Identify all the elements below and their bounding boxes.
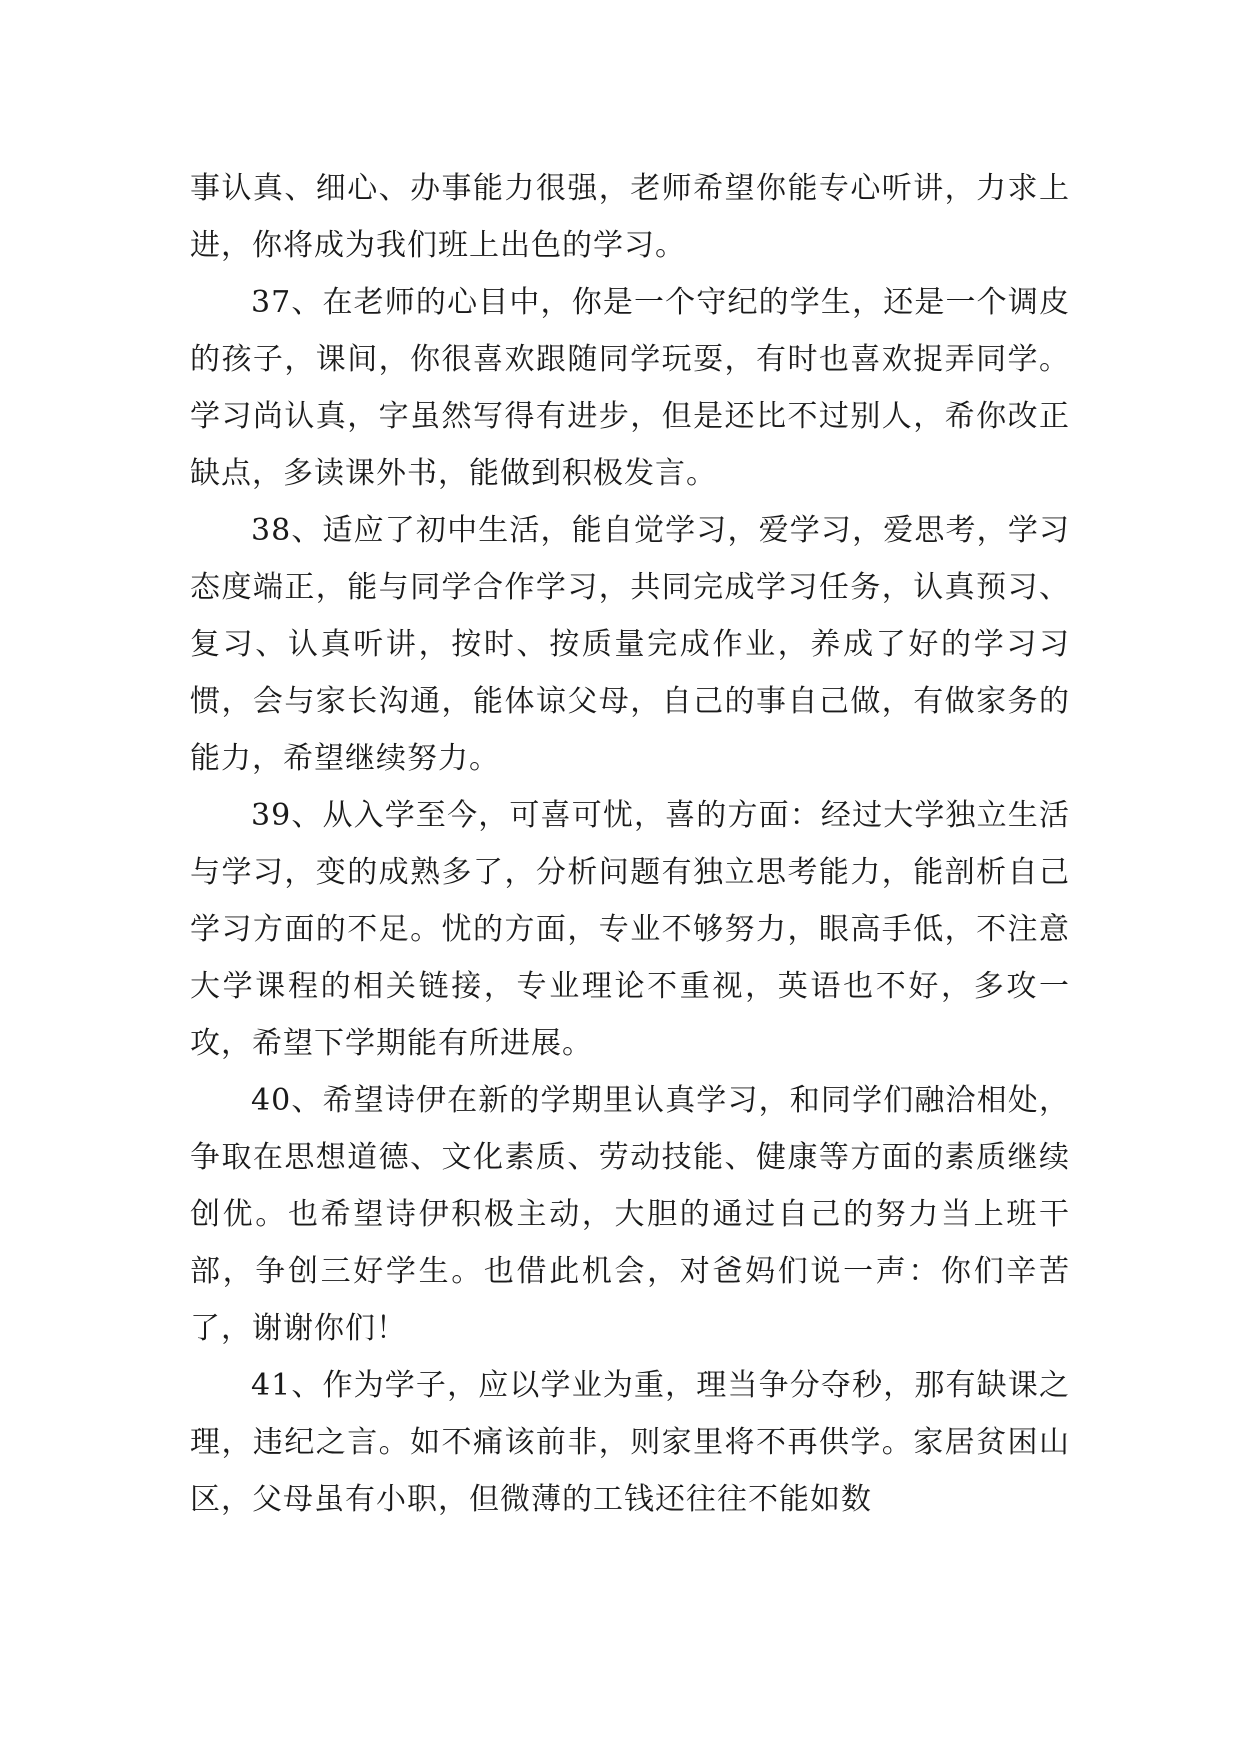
document-body — [190, 160, 1070, 1528]
paragraph-item-38: 38、适应了初中生活，能自觉学习，爱学习，爱思考，学习态度端正，能与同学合作学习，共同完成学习任务，认真预习、复习、认真听讲，按时、按质量完成作业，养成了好的学习习惯，会与家长沟通，能体谅父母，自己的事自己做，有做家务的能力，希望继续努力。 — [190, 513, 1070, 776]
paragraph-item-40: 40、希望诗伊在新的学期里认真学习，和同学们融洽相处，争取在思想道德、文化素质、劳动技能、健康等方面的素质继续创优。也希望诗伊积极主动，大胆的通过自己的努力当上班干部，争创三好学生。也借此机会，对爸妈们说一声：你们辛苦了，谢谢你们！ — [190, 1083, 1070, 1346]
paragraph-continued: 事认真、细心、办事能力很强，老师希望你能专心听讲，力求上进，你将成为我们班上出色的学习。 — [190, 171, 1070, 263]
paragraph-item-41: 41、作为学子，应以学业为重，理当争分夺秒，那有缺课之理，违纪之言。如不痛该前非，则家里将不再供学。家居贫困山区，父母虽有小职，但微薄的工钱还往往不能如数 — [190, 1368, 1070, 1517]
paragraph-item-37: 37、在老师的心目中，你是一个守纪的学生，还是一个调皮的孩子，课间，你很喜欢跟随同学玩耍，有时也喜欢捉弄同学。学习尚认真，字虽然写得有进步，但是还比不过别人，希你改正缺点，多读课外书，能做到积极发言。 — [190, 285, 1070, 491]
paragraph-item-39: 39、从入学至今，可喜可忧，喜的方面：经过大学独立生活与学习，变的成熟多了，分析问题有独立思考能力，能剖析自己学习方面的不足。忧的方面，专业不够努力，眼高手低，不注意大学课程的相关链接，专业理论不重视，英语也不好，多攻一攻，希望下学期能有所进展。 — [190, 798, 1070, 1061]
